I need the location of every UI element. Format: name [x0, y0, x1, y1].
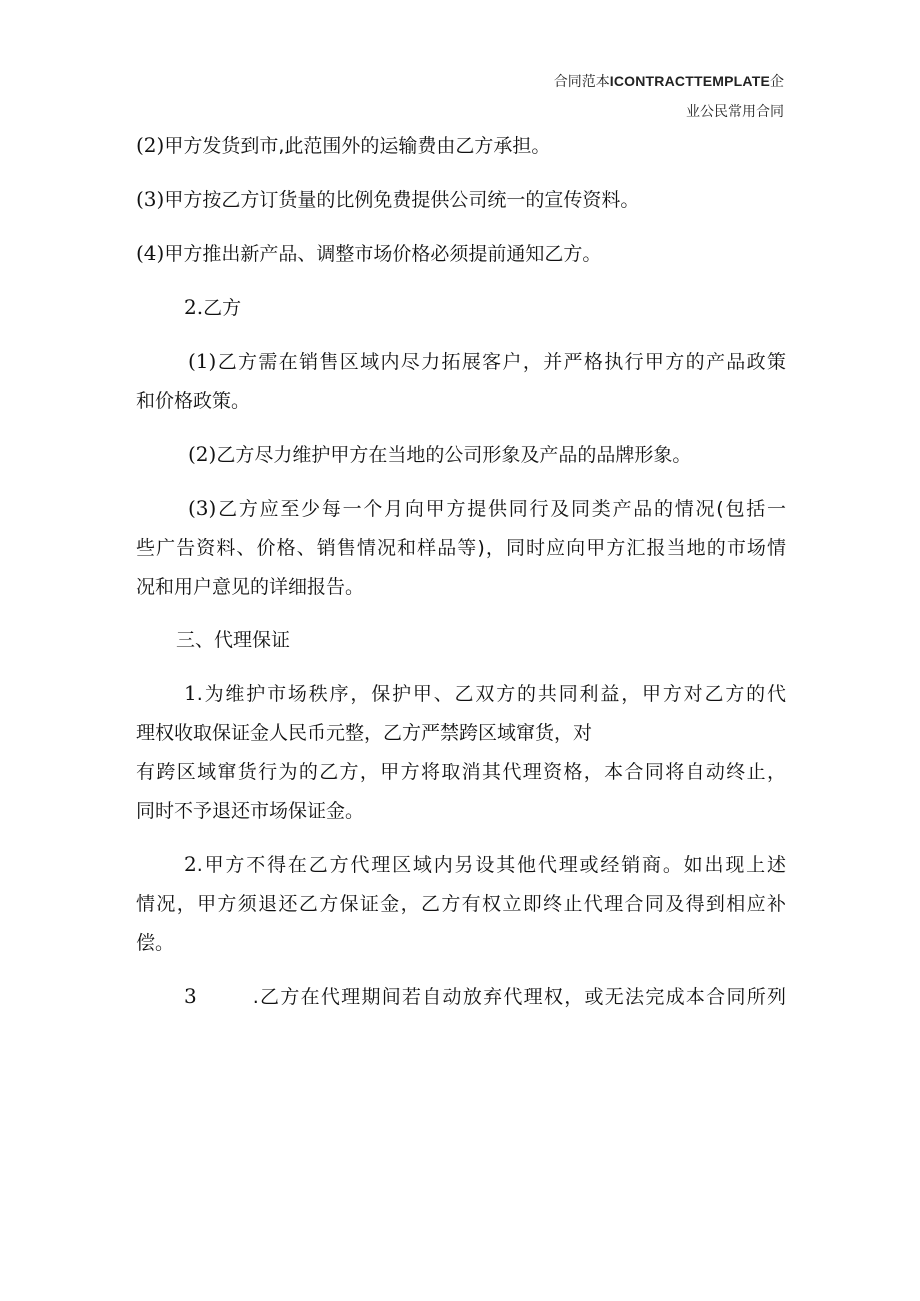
paragraph-line: 情况，甲方须退还乙方保证金，乙方有权立即终止代理合同及得到相应补	[136, 893, 786, 915]
paragraph-b3	[136, 489, 786, 607]
page-header	[554, 66, 784, 127]
paragraph-text: 乙方需在销售区域内尽力拓展客户，并严格执行甲方的产品政策	[216, 351, 786, 373]
paragraph-line: 况和用户意见的详细报告。	[136, 576, 365, 598]
paragraph-line	[136, 342, 786, 382]
item-number: (2)	[188, 442, 217, 466]
paragraph-line	[136, 845, 786, 885]
paragraph-a3	[136, 180, 786, 220]
item-number: 2	[184, 852, 197, 876]
item-number: 3	[184, 984, 197, 1008]
paragraph-line	[136, 489, 786, 529]
paragraph-line: 同时不予退还市场保证金。	[136, 800, 365, 822]
paragraph-text: .乙方在代理期间若自动放弃代理权，或无法完成本合同所列	[252, 986, 786, 1008]
item-number: (2)	[136, 133, 165, 157]
paragraph-a2	[136, 126, 786, 166]
item-number: 1	[184, 681, 197, 705]
paragraph-b1	[136, 342, 786, 421]
paragraph-text: .甲方不得在乙方代理区域内另设其他代理或经销商。如出现上述	[196, 854, 786, 876]
paragraph-c2	[136, 845, 786, 963]
item-number: (3)	[136, 187, 165, 211]
item-number: 2.	[184, 295, 204, 319]
paragraph-line: 和价格政策。	[136, 390, 251, 412]
paragraph-text: 乙方尽力维护甲方在当地的公司形象及产品的品牌形象。	[216, 444, 692, 466]
section-heading-3: 三、代理保证	[176, 629, 291, 651]
paragraph-line: 理权收取保证金人民币元整，乙方严禁跨区域窜货，对	[136, 722, 593, 744]
paragraph-line	[136, 977, 786, 1017]
paragraph-c1	[136, 674, 786, 831]
paragraph-line: 些广告资料、价格、销售情况和样品等)，同时应向甲方汇报当地的市场情	[136, 537, 786, 559]
paragraph-a4	[136, 234, 786, 274]
item-number: (1)	[188, 349, 217, 373]
paragraph-text: 甲方按乙方订货量的比例免费提供公司统一的宣传资料。	[164, 189, 640, 211]
heading-text: 乙方	[203, 297, 242, 319]
paragraph-text: 甲方推出新产品、调整市场价格必须提前通知乙方。	[164, 243, 602, 265]
header-cn-b: 企	[770, 74, 784, 90]
paragraph-b2	[136, 435, 786, 475]
paragraph-text: 乙方应至少每一个月向甲方提供同行及同类产品的情况(包括一	[216, 498, 786, 520]
paragraph-text: 甲方发货到市,此范围外的运输费由乙方承担。	[164, 135, 551, 157]
header-cn-a: 合同范本	[553, 74, 610, 90]
paragraph-c3	[136, 977, 786, 1017]
item-number: (3)	[188, 496, 217, 520]
paragraph-line	[136, 674, 786, 714]
item-number: (4)	[136, 241, 165, 265]
paragraph-line: 偿。	[136, 932, 175, 954]
document-body	[136, 126, 786, 1031]
header-line-1	[554, 66, 784, 97]
paragraph-text: .为维护市场秩序，保护甲、乙双方的共同利益，甲方对乙方的代	[196, 683, 786, 705]
section-heading-b	[136, 288, 786, 328]
header-line-2: 业公民常用合同	[686, 104, 784, 120]
header-en: ICONTRACTTEMPLATE	[609, 73, 770, 89]
paragraph-line: 有跨区域窜货行为的乙方，甲方将取消其代理资格，本合同将自动终止，	[136, 761, 786, 783]
